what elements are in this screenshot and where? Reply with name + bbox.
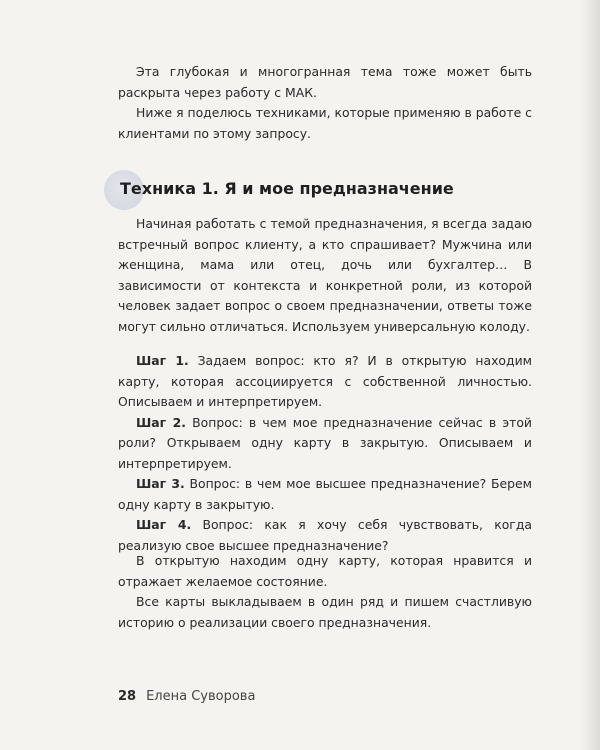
step-1-label: Шаг 1. (136, 353, 189, 368)
section-title: Техника 1. Я и мое предназначение (120, 179, 454, 198)
step-4 (118, 515, 532, 556)
step-3-text: Вопрос: в чем мое высшее предназначение? Берем одну карту в закрытую. (118, 476, 532, 512)
section-body (118, 214, 532, 337)
closing-paragraph-2: Все карты выкладываем в один ряд и пишем счастливую историю о реализации своего предназначения. (118, 594, 532, 630)
step-3-label: Шаг 3. (136, 476, 185, 491)
closing-paragraph-1: В открытую находим одну карту, которая нравится и отражает желаемое состояние. (118, 553, 532, 589)
step-2-text: Вопрос: в чем мое предназначение сейчас в этой роли? Открываем одну карту в закрытую. Описываем и интерпретируем. (118, 414, 532, 471)
step-2-label: Шаг 2. (136, 414, 186, 430)
steps-block (118, 351, 532, 556)
step-1-text: Задаем вопрос: кто я? И в открытую находим карту, которая ассоциируется с собственной личностью. Описываем и интерпретируем. (118, 353, 532, 409)
author-name: Елена Суворова (146, 689, 256, 704)
step-4-label: Шаг 4. (136, 517, 192, 532)
intro-paragraph-1: Эта глубокая и многогранная тема тоже может быть раскрыта через работу с МАК. (118, 64, 532, 100)
step-1 (118, 351, 532, 413)
step-2 (118, 413, 532, 475)
page-number: 28 (118, 689, 137, 704)
step-3 (118, 474, 532, 515)
step-4-text: Вопрос: как я хочу себя чувствовать, когда реализую свое высшее предназначение? (118, 517, 532, 553)
section-paragraph: Начиная работать с темой предназначения, я всегда задаю встречный вопрос клиенту, а кто спрашивает? Мужчина или женщина, мама или отец, дочь или бухгалтер… В зависимости от контекста и конкретной роли, из которой человек задает вопрос о своем предназначении, ответы тоже могут сильно отличаться. Используем универсальную колоду. (118, 216, 532, 334)
intro-block (118, 62, 532, 144)
closing-block (118, 551, 532, 633)
section-heading (104, 170, 544, 210)
page-edge-shadow (580, 0, 600, 750)
intro-paragraph-2: Ниже я поделюсь техниками, которые применяю в работе с клиентами по этому запросу. (118, 105, 532, 141)
page-footer (118, 689, 255, 704)
